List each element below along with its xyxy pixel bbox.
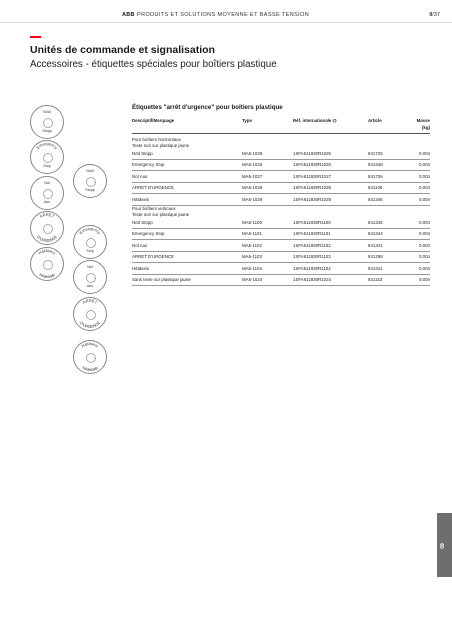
label-disc <box>30 247 64 281</box>
label-arc-bottom-text: Nödstopp <box>81 364 99 373</box>
cell-desc: Not Aus <box>132 173 148 179</box>
label-arc-bottom-text: Nödstopp <box>38 271 56 280</box>
label-top-text: Nödl <box>43 110 51 114</box>
cell-ref: 1SFA611930R1100 <box>293 220 331 225</box>
label-bottom-text: Stopp <box>42 129 52 133</box>
cell-type: MA6-1103 <box>242 254 262 260</box>
accent-bar <box>30 36 41 38</box>
svg-text:ARRET <box>82 298 99 305</box>
cell-article: 841298 <box>368 254 383 260</box>
cell-mass: 0.004 <box>419 173 430 179</box>
label-hole <box>43 153 53 163</box>
label-top-text: Nödl <box>86 169 94 173</box>
cell-article: 841105 <box>368 185 383 191</box>
page-current: 9 <box>429 12 433 18</box>
cell-mass: 0.004 <box>419 185 430 191</box>
cell-ref: 1SFA611930R1101 <box>293 231 331 237</box>
label-arc-bottom-text: D'URGENCE <box>78 320 102 330</box>
label-arc-top-text: Hätäseis <box>37 247 57 256</box>
cell-mass: 0.004 <box>419 277 430 282</box>
label-top-text: Not <box>87 265 93 269</box>
svg-text:Hätäseis <box>38 248 57 256</box>
page-subtitle: Accessoires - étiquettes spéciales pour boîtiers plastique <box>30 59 277 70</box>
table-row <box>132 251 430 263</box>
cell-type: MA6-1100 <box>242 220 262 225</box>
cell-desc: Emergency Stop <box>132 162 165 168</box>
label-hole <box>86 177 96 187</box>
cell-type: MA6-1029 <box>242 196 263 202</box>
cell-article: 841344 <box>368 231 383 237</box>
header-divider <box>0 22 452 23</box>
table-row <box>132 148 430 160</box>
label-bottom-text: Aus <box>86 284 94 288</box>
header-title: PRODUITS ET SOLUTIONS MOYENNE ET BASSE TENSION <box>137 12 310 18</box>
table-row <box>132 228 430 240</box>
cell-mass: 0.004 <box>419 242 430 248</box>
label-top-text: Not <box>44 181 50 185</box>
label-hole <box>43 260 53 270</box>
cell-type: MA6-1027 <box>242 173 263 179</box>
cell-type: MA6-1026 <box>242 162 263 168</box>
label-illustrations <box>0 100 120 480</box>
label-disc <box>73 340 107 374</box>
svg-text:D'URGENCE <box>36 234 58 243</box>
table-row <box>132 171 430 183</box>
cell-desc: Emergency Stop <box>132 231 165 237</box>
label-hole <box>86 310 96 320</box>
label-bottom-text: Stopp <box>85 188 95 192</box>
cell-type: MA6-1101 <box>242 231 262 237</box>
page-number <box>429 12 440 18</box>
cell-article: 841345 <box>368 220 383 225</box>
cell-ref: 1SFA611930R1027 <box>293 173 332 179</box>
cell-mass: 0.004 <box>419 265 430 271</box>
label-arc-top-text: Hätäseis <box>80 340 100 349</box>
cell-ref: 1SFA611930R1025 <box>293 151 332 156</box>
svg-text:D'URGENCE <box>79 320 101 329</box>
cell-article: 841726 <box>368 173 383 179</box>
cell-desc: ARRET D'URGENCE <box>132 254 174 260</box>
cell-article: 841725 <box>368 151 383 156</box>
chapter-number: 09 <box>439 543 446 549</box>
label-disc <box>30 105 64 139</box>
label-hole <box>86 238 96 248</box>
cell-ref: 1SFA611930R1104 <box>293 265 331 271</box>
col-header-desc: Descriptif/Marquage <box>132 118 175 123</box>
cell-mass: 0.004 <box>419 254 430 260</box>
cell-type: MA6-1102 <box>242 242 262 248</box>
col-header-mass-label: Masse <box>416 118 430 123</box>
label-disc <box>30 140 64 174</box>
cell-ref: 1SFA611930R1102 <box>293 242 331 248</box>
label-disc <box>73 164 107 198</box>
label-disc <box>73 297 107 331</box>
cell-article: 841346 <box>368 196 383 202</box>
cell-mass: 0.004 <box>419 231 430 237</box>
chapter-tab <box>437 513 452 577</box>
cell-ref: 1SFA611930R1024 <box>293 277 332 282</box>
label-bottom-text: Stop <box>86 249 94 253</box>
cell-desc: Not Aus <box>132 242 148 248</box>
cell-ref: 1SFA611930R1026 <box>293 162 332 168</box>
label-disc <box>73 260 107 294</box>
col-header-article: Article <box>368 118 382 123</box>
cell-desc: Nöd Stopp <box>132 220 153 225</box>
group-heading-line: Pour boîtiers horizontaux <box>132 137 181 142</box>
col-header-ref: Réf. internationale @ <box>293 118 337 123</box>
label-hole <box>43 224 53 234</box>
cell-mass: 0.004 <box>419 162 430 168</box>
brand-logo: ABB <box>122 12 135 18</box>
cell-article: 841341 <box>368 265 383 271</box>
label-disc <box>30 176 64 210</box>
group-heading-line: Texte noir sur plastique jaune <box>132 143 190 148</box>
cell-ref: 1SFA611930R1028 <box>293 185 332 191</box>
table-title: Étiquettes "arrêt d'urgence" pour boîtiers plastique <box>132 104 283 111</box>
label-hole <box>86 273 96 283</box>
cell-type: MA6-1025 <box>242 151 263 156</box>
cell-desc: Hätäseis <box>132 265 150 271</box>
cell-article: 841341 <box>368 242 383 248</box>
table-row <box>132 159 430 171</box>
svg-text:Emergency <box>35 141 59 150</box>
cell-mass: 0.004 <box>419 196 430 202</box>
cell-article: 841348 <box>368 162 383 168</box>
cell-ref: 1SFA611930R1029 <box>293 196 332 202</box>
cell-ref: 1SFA611930R1103 <box>293 254 331 260</box>
table-row <box>132 263 430 275</box>
page-total: /37 <box>432 12 440 18</box>
svg-text:ARRET <box>39 212 56 219</box>
cell-type: MA6-1024 <box>242 277 263 282</box>
label-hole <box>43 118 53 128</box>
label-hole <box>43 189 53 199</box>
label-disc <box>73 225 107 259</box>
svg-text:Emergency <box>78 226 102 235</box>
cell-type: MA6-1028 <box>242 185 263 191</box>
cell-mass: 0.004 <box>419 151 430 156</box>
table-row <box>132 217 430 229</box>
col-header-mass-unit: (kg) <box>421 125 430 130</box>
table-row <box>132 194 430 206</box>
cell-mass: 0.004 <box>419 220 430 225</box>
label-arc-top-text: Emergency <box>35 140 59 151</box>
label-bottom-text: Aus <box>43 200 51 204</box>
svg-text:Nödstopp <box>38 272 56 279</box>
cell-type: MA6-1104 <box>242 265 262 271</box>
label-disc <box>30 211 64 245</box>
label-bottom-text: Stop <box>43 164 51 168</box>
group-heading-line: Pour boîtiers verticaux <box>132 206 176 211</box>
cell-article: 841153 <box>368 277 383 282</box>
header-rule <box>132 133 430 134</box>
col-header-type: Type <box>242 118 252 123</box>
table-row <box>132 240 430 252</box>
page-title: Unités de commande et signalisation <box>30 44 215 56</box>
cell-desc: ARRET D'URGENCE <box>132 185 174 191</box>
label-arc-top-text: ARRET <box>38 211 56 219</box>
cell-desc: Hätäseis <box>132 196 150 202</box>
group-heading-line: Texte noir sur plastique jaune <box>132 212 190 217</box>
table-row <box>132 274 430 286</box>
label-arc-top-text: Emergency <box>78 225 102 236</box>
col-header-mass <box>417 118 430 130</box>
label-arc-bottom-text: D'URGENCE <box>35 234 59 244</box>
svg-text:Hätäseis <box>81 341 100 349</box>
cell-desc: Nöd Stopp <box>132 151 153 156</box>
cell-desc: Sans texte sur plastique jaune <box>132 277 191 282</box>
label-hole <box>86 353 96 363</box>
table-row <box>132 182 430 194</box>
label-arc-top-text: ARRET <box>81 297 99 305</box>
svg-text:Nödstopp <box>81 365 99 372</box>
